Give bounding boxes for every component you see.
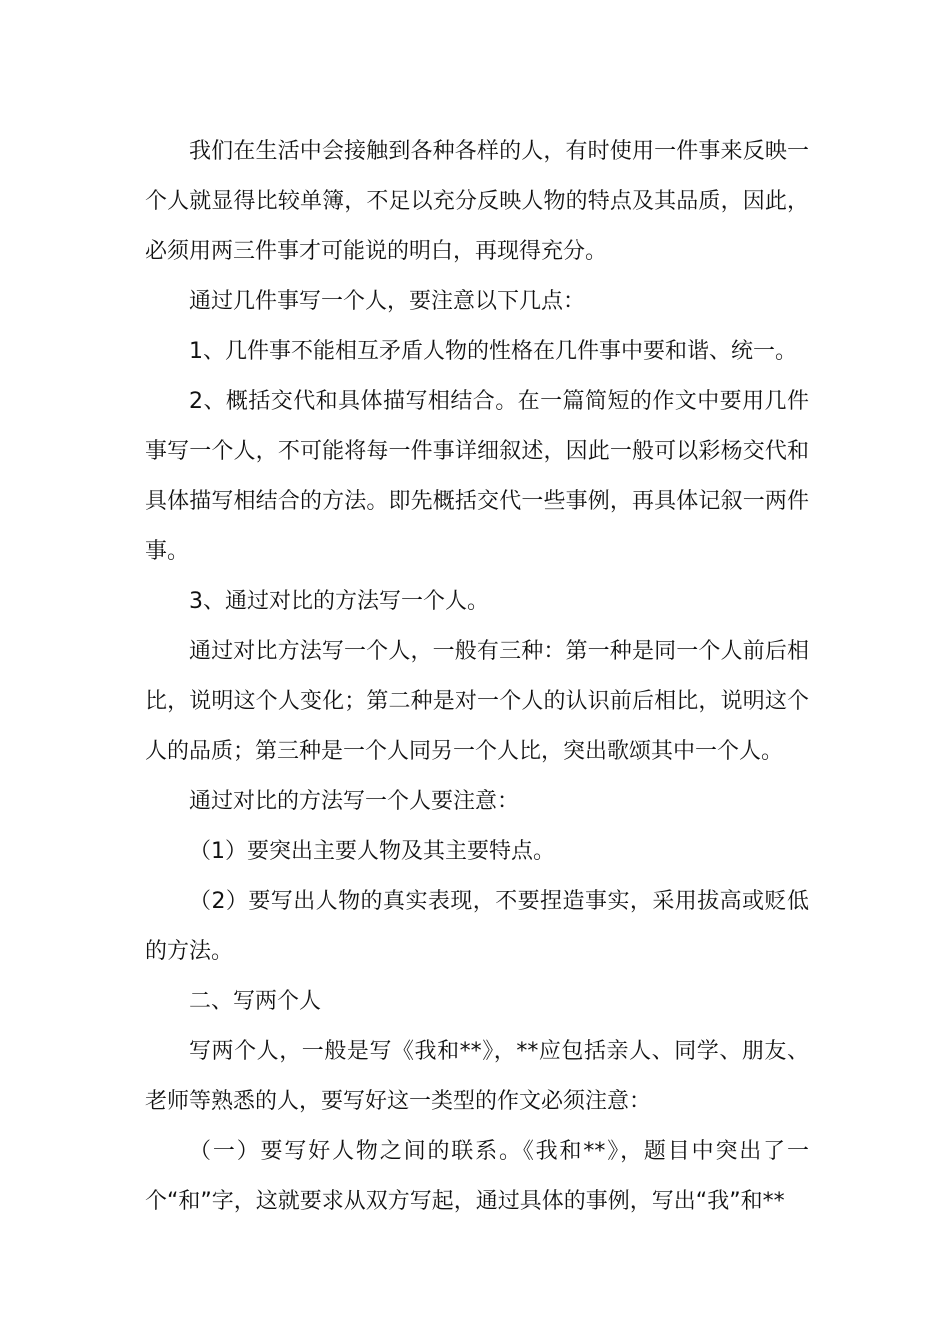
paragraph-note-2: （2）要写出人物的真实表现，不要捏造事实，采用拔高或贬低的方法。 — [145, 889, 809, 964]
paragraph-relation: （一）要写好人物之间的联系。《我和**》，题目中突出了一个“和”字，这就要求从双方写起，通过具体的事例，写出“我”和** — [145, 1139, 809, 1214]
paragraph-points-intro: 通过几件事写一个人，要注意以下几点： — [189, 289, 586, 314]
paragraph-contrast-types: 通过对比方法写一个人，一般有三种：第一种是同一个人前后相比，说明这个人变化；第二种是对一个人的认识前后相比，说明这个人的品质；第三种是一个人同另一个人比，突出歌颂其中一个人。 — [145, 639, 809, 764]
paragraph-contrast-notes: 通过对比的方法写一个人要注意： — [189, 789, 520, 814]
paragraph-intro: 我们在生活中会接触到各种各样的人，有时使用一件事来反映一个人就显得比较单簿，不足以充分反映人物的特点及其品质，因此，必须用两三件事才可能说的明白，再现得充分。 — [145, 139, 809, 264]
paragraph-point-2: 2、概括交代和具体描写相结合。在一篇简短的作文中要用几件事写一个人，不可能将每一件事详细叙述，因此一般可以彩杨交代和具体描写相结合的方法。即先概括交代一些事例，再具体记叙一两件事。 — [145, 389, 809, 564]
document-body — [145, 127, 809, 1227]
paragraph-point-1: 1、几件事不能相互矛盾人物的性格在几件事中要和谐、统一。 — [189, 339, 797, 364]
paragraph-two-people: 写两个人，一般是写《我和**》，**应包括亲人、同学、朋友、老师等熟悉的人，要写好这一类型的作文必须注意： — [145, 1039, 809, 1114]
paragraph-note-1: （1）要突出主要人物及其主要特点。 — [189, 839, 555, 864]
section-heading: 二、写两个人 — [189, 989, 322, 1014]
paragraph-point-3: 3、通过对比的方法写一个人。 — [189, 589, 489, 614]
